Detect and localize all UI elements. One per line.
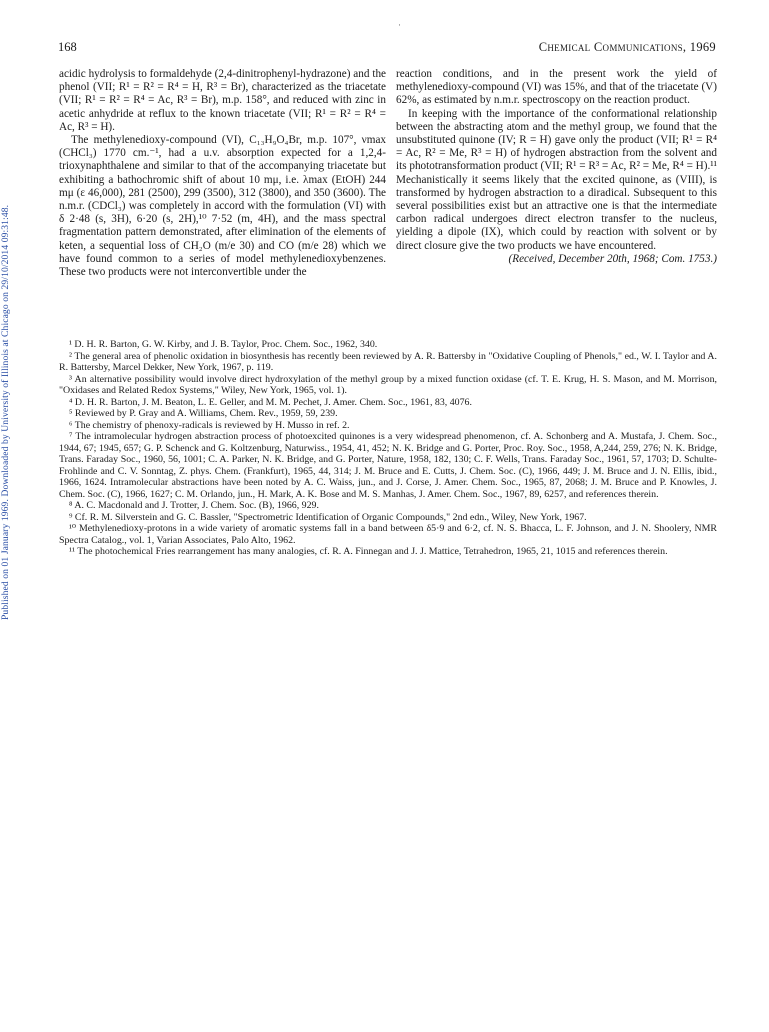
left-column — [59, 68, 386, 279]
paragraph: acidic hydrolysis to formaldehyde (2,4-dinitrophenyl-hydrazone) and the phenol (VII; R¹ = R² = R⁴ = H, R³ = Br), characterized as the triacetate (VII; R¹ = R² = R⁴ = Ac, R³ = Br), m.p. 158°, and reduced with zinc in acetic anhydride at reflux to the known triacetate (VII; R¹ = R² = R⁴ = Ac, R³ = H). — [59, 68, 386, 133]
running-head: Chemical Communications, 1969 — [538, 40, 716, 54]
reference-10: ¹⁰ Methylenedioxy-protons in a wide variety of aromatic systems fall in a band between δ5·9 and 6·2, cf. N. S. Bhacca, L. F. Johnson, and J. N. Shoolery, NMR Spectra Catalog., vol. 1, Varian Associates, Palo Alto, 1962. — [59, 523, 717, 546]
reference-8: ⁸ A. C. Macdonald and J. Trotter, J. Chem. Soc. (B), 1966, 929. — [69, 500, 319, 511]
received-line: (Received, December 20th, 1968; Com. 1753.) — [508, 252, 717, 265]
paragraph: The methylenedioxy-compound (VI), C₁₃H₉O₄Br, m.p. 107°, νmax (CHCl₃) 1770 cm.⁻¹, had a u.v. absorption expected for a 1,2,4-trioxynaphthalene and similar to that of the accompanying triacetate but exhibiting a bathochromic shift of about 10 mμ, i.e. λmax (EtOH) 244 mμ (ε 46,000), 281 (2500), 299 (3500), 312 (3800), and 350 (3600). The n.m.r. (CDCl₃) was completely in accord with the formulation (VI) with δ 2·48 (s, 3H), 6·20 (s, 2H),¹⁰ 7·52 (m, 4H), and the mass spectral fragmentation pattern demonstrated, after elimination of the elements of keten, a sequential loss of CH₂O (m/e 30) and CO (m/e 28) which we have found common to a series of model methylenedioxybenzenes. These two products were not interconvertible under the — [59, 134, 386, 279]
reference-11: ¹¹ The photochemical Fries rearrangement has many analogies, cf. R. A. Finnegan and J. J. Mattice, Tetrahedron, 1965, 21, 1015 and references therein. — [69, 546, 668, 557]
reference-5: ⁵ Reviewed by P. Gray and A. Williams, Chem. Rev., 1959, 59, 239. — [69, 408, 338, 419]
paragraph: reaction conditions, and in the present work the yield of methylenedioxy-compound (VI) was 15%, and that of the triacetate (V) 62%, as estimated by n.m.r. spectroscopy on the reaction product. — [396, 68, 717, 107]
download-notice[interactable]: Published on 01 January 1969. Downloaded by University of Illinois at Chicago on 29/10/2014 09:31:48. — [0, 204, 11, 620]
reference-4: ⁴ D. H. R. Barton, J. M. Beaton, L. E. Geller, and M. M. Pechet, J. Amer. Chem. Soc., 1961, 83, 4076. — [69, 396, 472, 408]
references — [59, 339, 717, 558]
paragraph: In keeping with the importance of the conformational relationship between the abstracting atom and the methyl group, we found that the unsubstituted quinone (IV; R = H) gave only the product (VII; R¹ = R⁴ = Ac, R² = Me, R³ = H) of hydrogen abstraction from the solvent and its phototransformation product (VII; R¹ = R³ = Ac, R² = Me, R⁴ = H).¹¹ Mechanistically it seems likely that the excited quinone, as (VIII), is transformed by hydrogen abstraction to a diradical. Subsequent to this several possibilities exist but an attractive one is that the intermediate carbon radical undergoes direct electron transfer to the nucleus, yielding a dipole (IX), which could by reaction with solvent or by direct closure give the two products we have encountered. — [396, 107, 717, 252]
right-column — [396, 68, 717, 266]
reference-2: ² The general area of phenolic oxidation in biosynthesis has recently been reviewed by A. R. Battersby in "Oxidative Coupling of Phenols," ed., W. I. Taylor and A. R. Battersby, Marcel Dekker, New York, 1967, p. 119. — [59, 350, 717, 373]
page-number: 168 — [58, 40, 77, 54]
reference-6: ⁶ The chemistry of phenoxy-radicals is reviewed by H. Musso in ref. 2. — [69, 419, 350, 431]
top-mark: · — [398, 20, 401, 30]
reference-9: ⁹ Cf. R. M. Silverstein and G. C. Bassler, "Spectrometric Identification of Organic Compounds," 2nd edn., Wiley, New York, 1967. — [69, 511, 587, 523]
reference-7: ⁷ The intramolecular hydrogen abstraction process of photoexcited quinones is a very widespread phenomenon, cf. A. Schonberg and A. Mustafa, J. Chem. Soc., 1944, 67; 1945, 657; G. P. Schenck and G. Koltzenburg, Naturwiss., 1954, 41, 452; N. K. Bridge and G. Porter, Proc. Roy. Soc., 1958, A,244, 259, 276; N. K. Bridge, Trans. Faraday Soc., 1960, 56, 1001; C. A. Parker, N. K. Bridge, and G. Porter, Nature, 1958, 182, 130; C. F. Wells, Trans. Faraday Soc., 1961, 57, 1703; D. Schulte-Frohlinde and C. V. Sonntag, Z. phys. Chem. (Frankfurt), 1965, 44, 314; J. M. Bruce and E. Cutts, J. Chem. Soc. (C), 1966, 449; J. M. Bruce and J. N. Ellis, ibid., 1966, 1624. Intramolecular abstractions have been noted by A. C. Waiss, jun., and J. Corse, J. Amer. Chem. Soc., 1965, 87, 2068; J. M. Bruce and P. Knowles, J. Chem. Soc. (C), 1966, 1627; C. M. Orlando, jun., H. Mark, A. K. Bose and M. S. Manhas, J. Amer. Chem. Soc., 1967, 89, 6257, and references therein. — [59, 431, 717, 500]
reference-1: ¹ D. H. R. Barton, G. W. Kirby, and J. B. Taylor, Proc. Chem. Soc., 1962, 340. — [69, 339, 378, 350]
reference-3: ³ An alternative possibility would involve direct hydroxylation of the methyl group by a mixed function oxidase (cf. T. E. Krug, H. S. Mason, and M. Morrison, "Oxidases and Related Redox Systems," Wiley, New York, 1965, vol. 1). — [59, 373, 717, 396]
